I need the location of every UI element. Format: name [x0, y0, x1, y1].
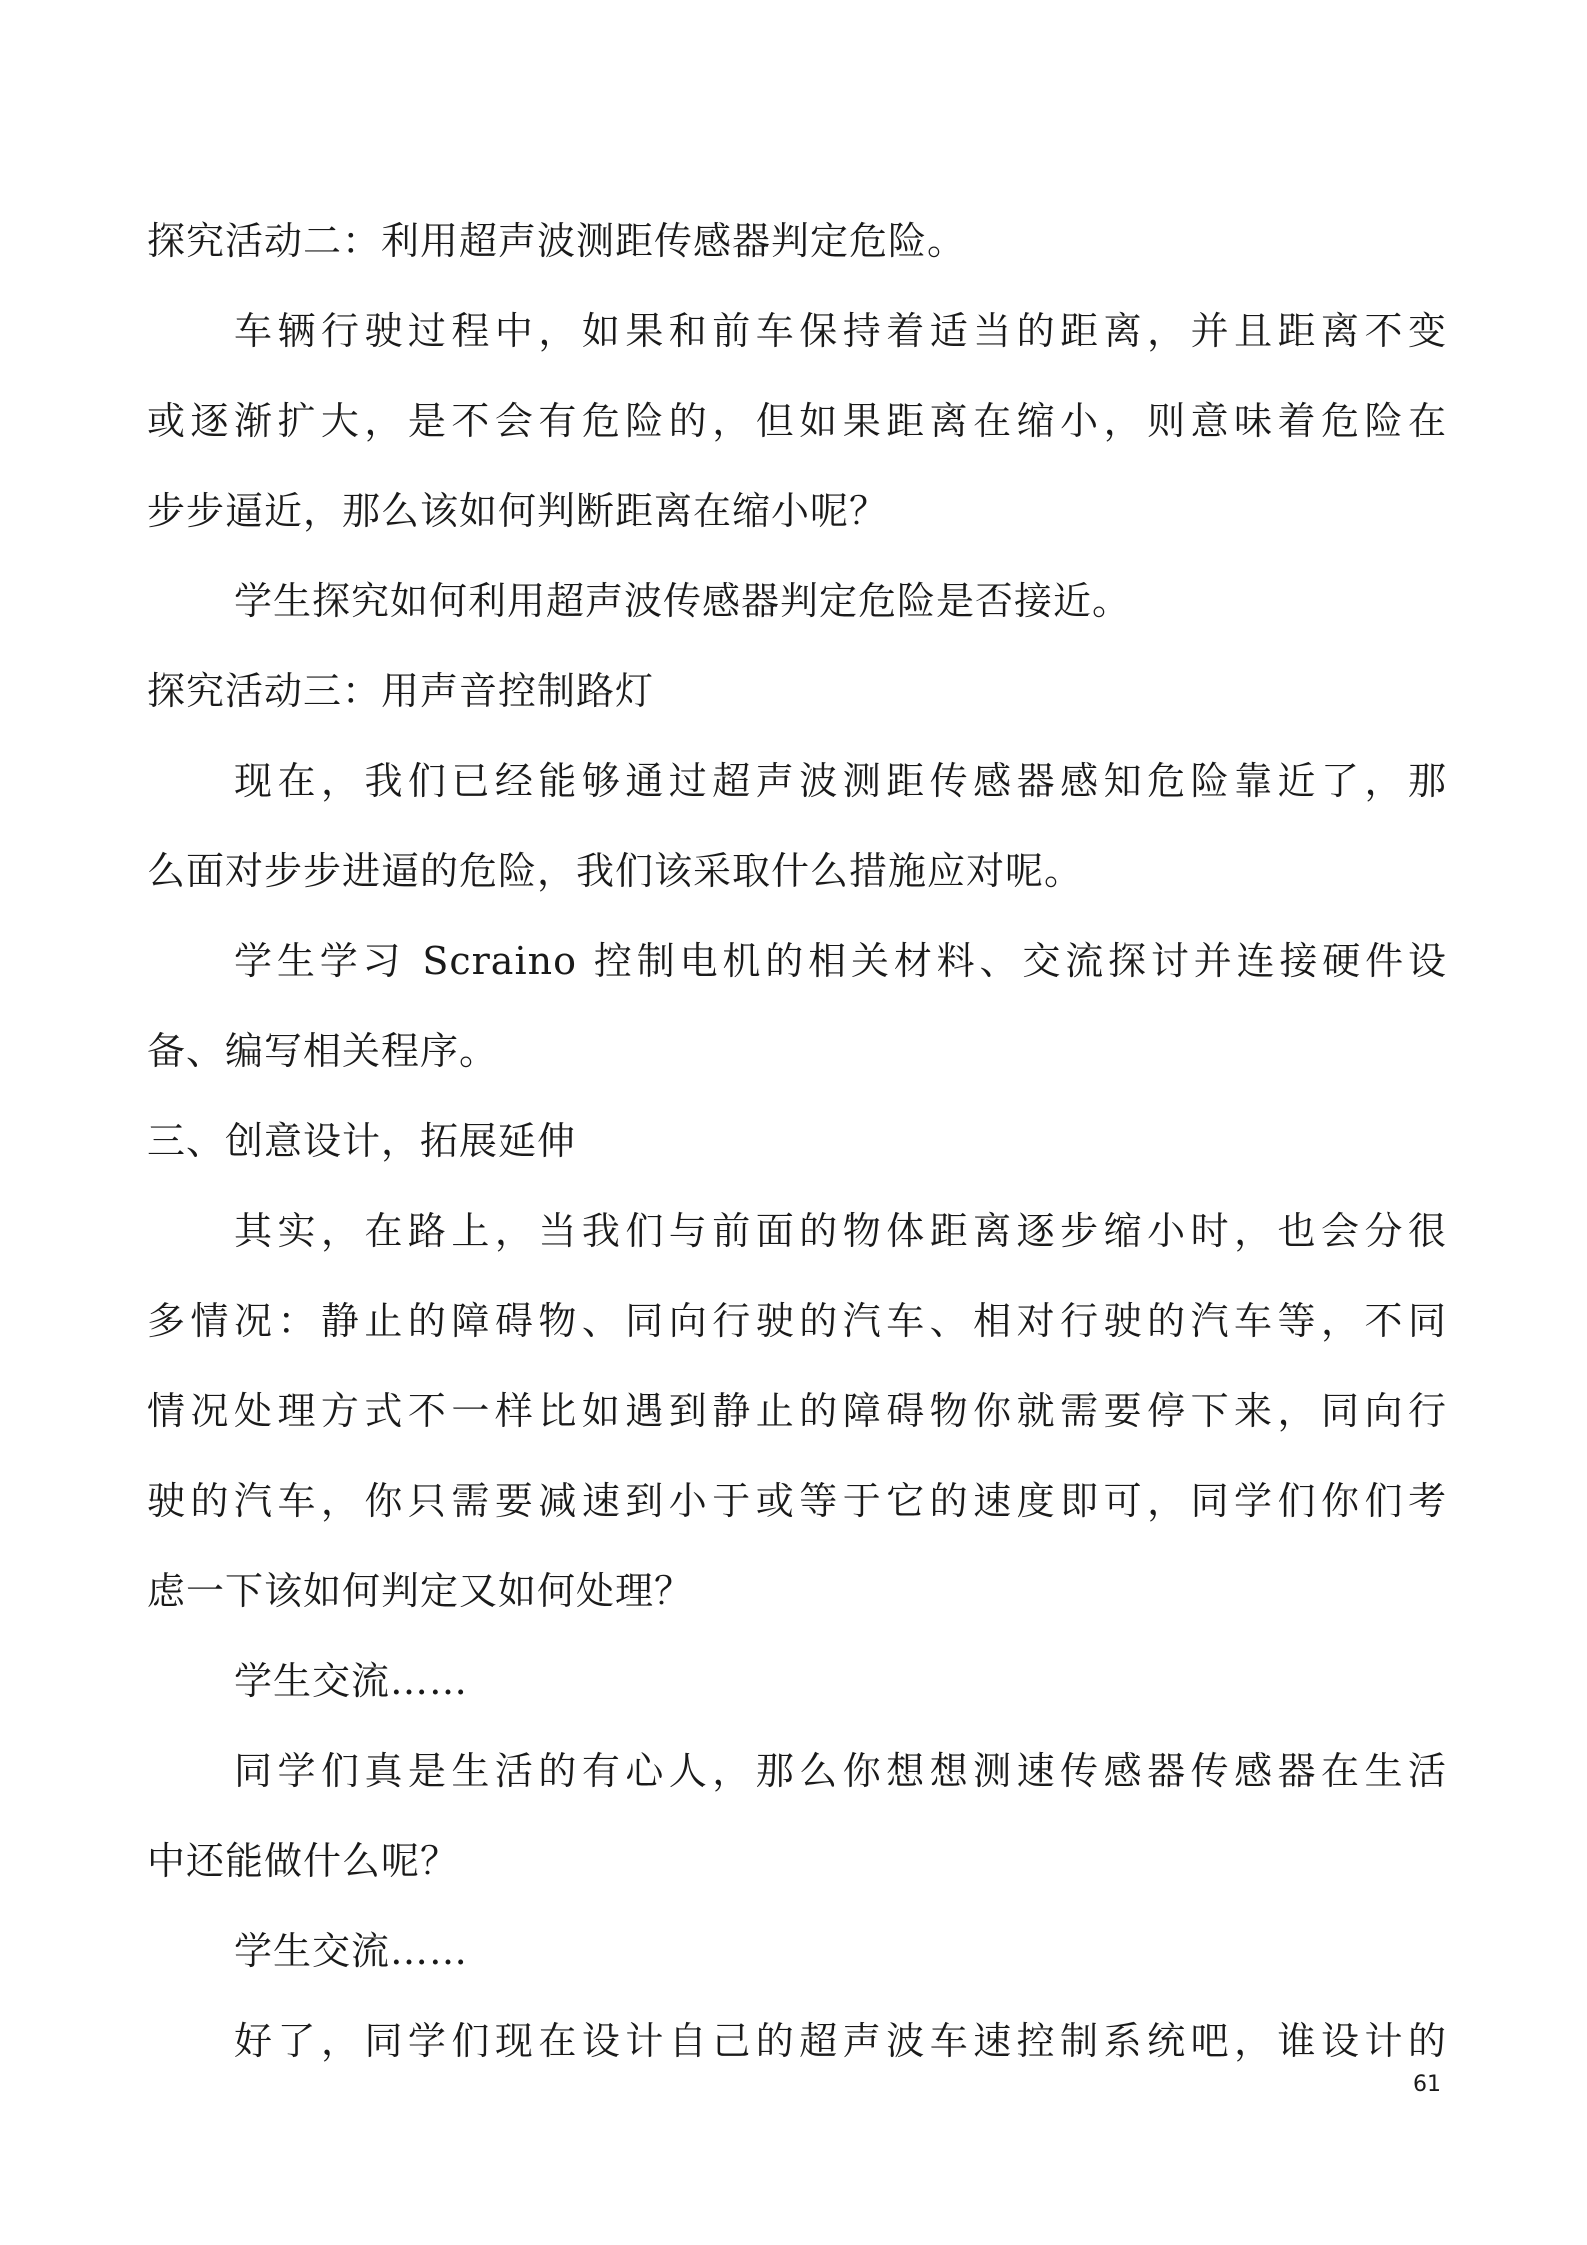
page-number: 61 [1413, 2072, 1441, 2097]
paragraph-line: 其实，在路上，当我们与前面的物体距离逐步缩小时，也会分很 [234, 1209, 1447, 1253]
paragraph-line: 车辆行驶过程中，如果和前车保持着适当的距离，并且距离不变 [234, 309, 1447, 353]
paragraph-line: 好了，同学们现在设计自己的超声波车速控制系统吧，谁设计的 [234, 2019, 1447, 2063]
paragraph-line: 多情况：静止的障碍物、同向行驶的汽车、相对行驶的汽车等，不同 [147, 1299, 1447, 1343]
paragraph-line: 学生交流…… [234, 1929, 469, 1973]
paragraph-line: 学生探究如何利用超声波传感器判定危险是否接近。 [234, 579, 1132, 623]
heading-activity-two: 探究活动二：利用超声波测距传感器判定危险。 [147, 219, 967, 263]
paragraph-line: 或逐渐扩大，是不会有危险的，但如果距离在缩小，则意味着危险在 [147, 399, 1447, 443]
paragraph-line: 备、编写相关程序。 [147, 1029, 499, 1073]
paragraph-line: 学生交流…… [234, 1659, 469, 1703]
paragraph-line: 情况处理方式不一样比如遇到静止的障碍物你就需要停下来，同向行 [147, 1389, 1447, 1433]
paragraph-line: 虑一下该如何判定又如何处理？ [147, 1569, 694, 1613]
paragraph-line: 学生学习 Scraino 控制电机的相关材料、交流探讨并连接硬件设 [234, 939, 1447, 983]
document-body [147, 196, 1447, 2086]
paragraph-line: 步步逼近，那么该如何判断距离在缩小呢？ [147, 489, 889, 533]
paragraph-line: 现在，我们已经能够通过超声波测距传感器感知危险靠近了，那 [234, 759, 1447, 803]
heading-activity-three: 探究活动三：用声音控制路灯 [147, 669, 655, 713]
paragraph-line: 中还能做什么呢？ [147, 1839, 460, 1883]
paragraph-line: 么面对步步进逼的危险，我们该采取什么措施应对呢。 [147, 849, 1084, 893]
paragraph-line: 驶的汽车，你只需要减速到小于或等于它的速度即可，同学们你们考 [147, 1479, 1447, 1523]
paragraph-line: 同学们真是生活的有心人，那么你想想测速传感器传感器在生活 [234, 1749, 1447, 1793]
heading-section-three: 三、创意设计，拓展延伸 [147, 1119, 577, 1163]
